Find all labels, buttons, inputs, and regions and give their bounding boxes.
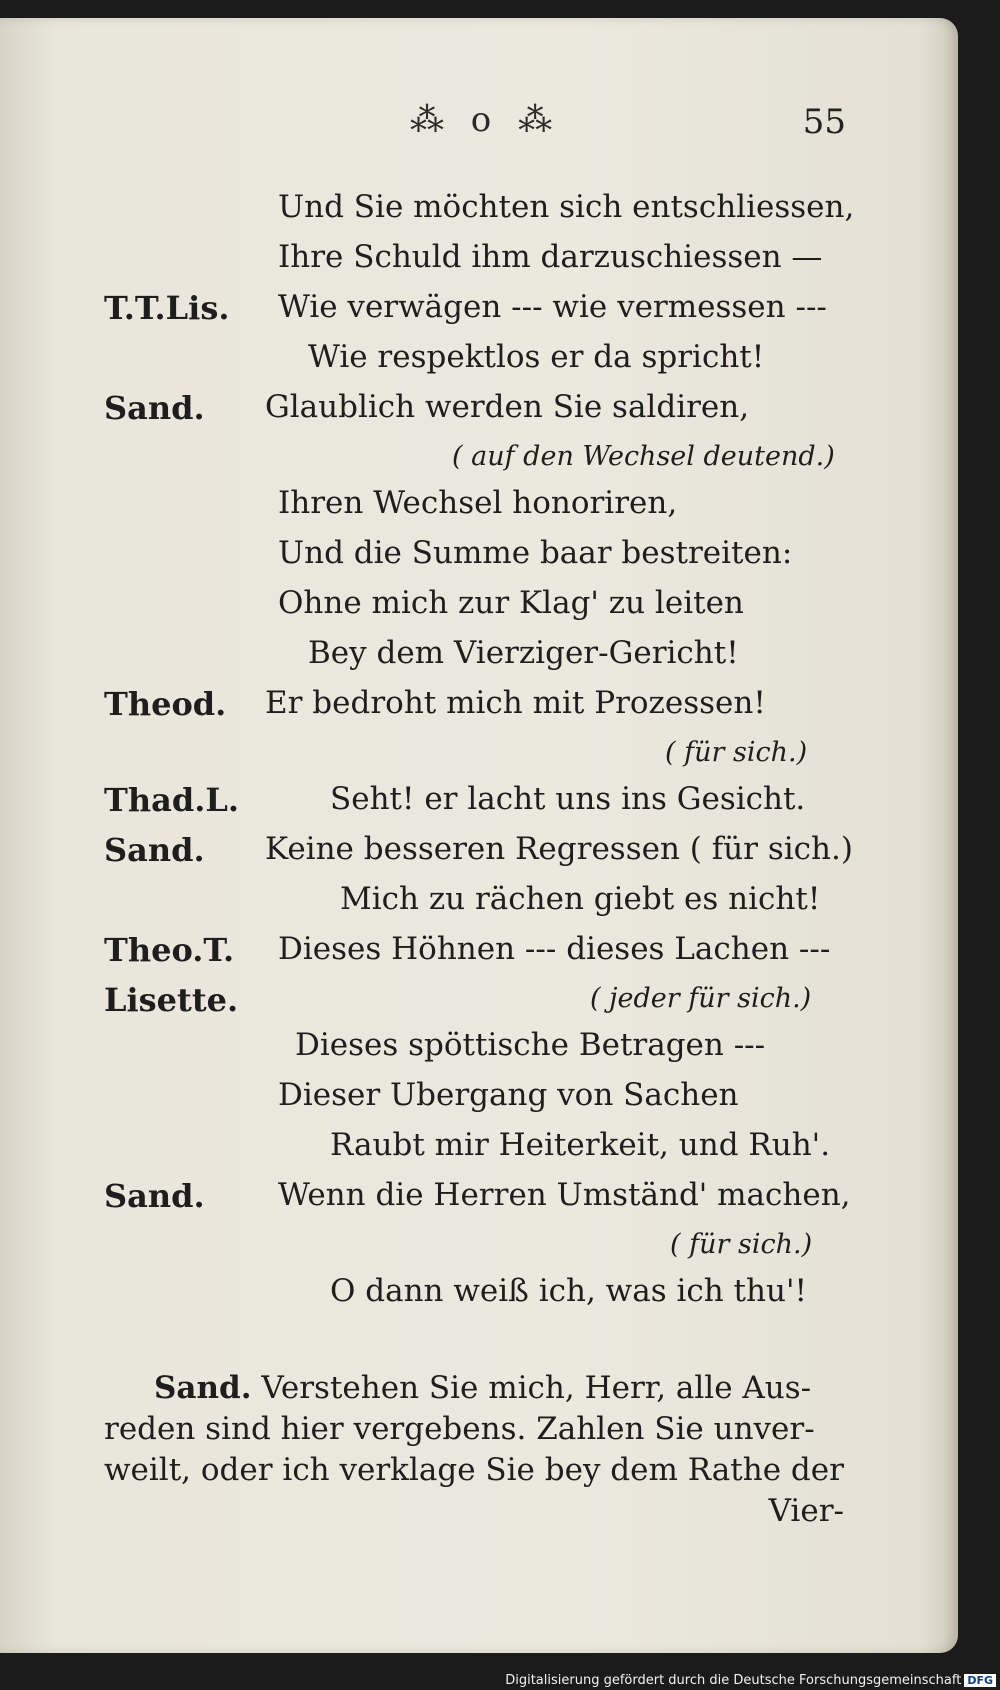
stage-direction: ( jeder für sich.) [590,983,812,1014]
verse-line [0,1071,958,1121]
verse-text: Dieses Höhnen --- dieses Lachen --- [278,931,831,967]
verse-block [0,183,958,1317]
prose-line-1: Verstehen Sie mich, Herr, alle Aus- [261,1370,812,1406]
verse-line [0,1171,958,1221]
header-ornament: ⁂ o ⁂ [410,100,561,140]
verse-text: O dann weiß ich, was ich thu'! [330,1273,807,1309]
speaker-name: T.T.Lis. [104,289,230,327]
prose-line [104,1368,844,1409]
page-number: 55 [802,102,846,142]
verse-line [0,1121,958,1171]
verse-line [0,529,958,579]
verse-line [0,875,958,925]
verse-text: Raubt mir Heiterkeit, und Ruh'. [330,1127,831,1163]
verse-line [0,233,958,283]
verse-line [0,925,958,975]
verse-line [0,183,958,233]
stage-direction: ( auf den Wechsel deutend.) [452,441,835,472]
verse-line [0,433,958,479]
verse-text: Ihre Schuld ihm darzuschiessen — [278,239,823,275]
dfg-logo: DFG [964,1674,996,1687]
prose-paragraph [104,1368,844,1532]
verse-line [0,629,958,679]
verse-line [0,333,958,383]
verse-text: Glaublich werden Sie saldiren, [265,389,750,425]
stage-direction: ( für sich.) [670,1229,813,1260]
verse-line [0,679,958,729]
verse-text: Und die Summe baar bestreiten: [278,535,793,571]
speaker-name: Sand. [104,1177,205,1215]
book-page [0,18,958,1653]
verse-text: Ihren Wechsel honoriren, [278,485,678,521]
verse-line [0,1021,958,1071]
page-header [0,88,958,142]
verse-line [0,1267,958,1317]
verse-line [0,975,958,1021]
verse-text: Keine besseren Regressen ( für sich.) [265,831,853,867]
speaker-name: Theo.T. [104,931,235,969]
verse-text: Bey dem Vierziger-Gericht! [308,635,739,671]
verse-text: Wie verwägen --- wie vermessen --- [278,289,827,325]
verse-text: Ohne mich zur Klag' zu leiten [278,585,744,621]
verse-text: Seht! er lacht uns ins Gesicht. [330,781,806,817]
prose-line: Vier- [768,1493,844,1529]
verse-text: Wenn die Herren Umständ' machen, [278,1177,851,1213]
verse-text: Mich zu rächen giebt es nicht! [340,881,821,917]
verse-line [0,283,958,333]
prose-line: reden sind hier vergebens. Zahlen Sie unver- [104,1411,815,1447]
speaker-name: Lisette. [104,981,239,1019]
verse-text: Dieses spöttische Betragen --- [295,1027,766,1063]
verse-line [0,579,958,629]
prose-line: weilt, oder ich verklage Sie bey dem Rathe der [104,1452,844,1488]
speaker-name: Sand. [104,831,205,869]
verse-text: Dieser Ubergang von Sachen [278,1077,739,1113]
verse-line [0,729,958,775]
verse-text: Er bedroht mich mit Prozessen! [265,685,766,721]
footer-text: Digitalisierung gefördert durch die Deutsche Forschungsgemeinschaft [505,1673,962,1688]
verse-text: Und Sie möchten sich entschliessen, [278,189,855,225]
verse-text: Wie respektlos er da spricht! [308,339,765,375]
verse-line [0,775,958,825]
digitization-footer [505,1673,996,1688]
verse-line [0,383,958,433]
verse-line [0,479,958,529]
speaker-name: Thad.L. [104,781,239,819]
speaker-name: Theod. [104,685,227,723]
stage-direction: ( für sich.) [665,737,808,768]
verse-line [0,1221,958,1267]
prose-speaker: Sand. [154,1370,252,1406]
speaker-name: Sand. [104,389,205,427]
verse-line [0,825,958,875]
